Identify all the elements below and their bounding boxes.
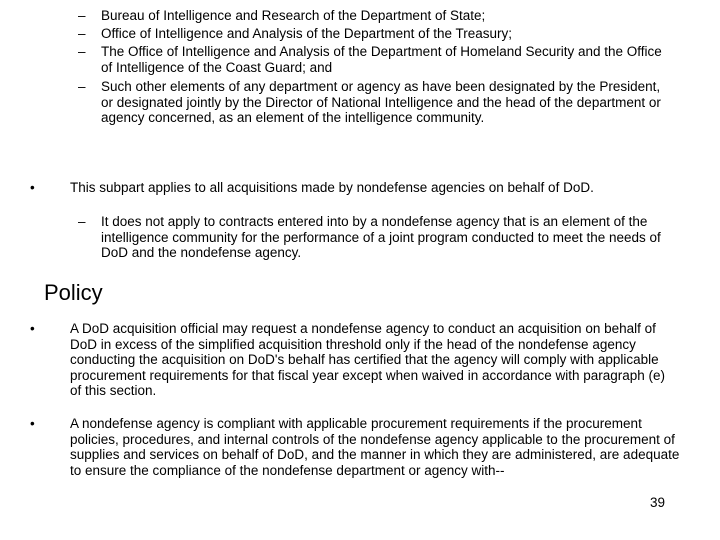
dash-marker: – bbox=[78, 214, 86, 229]
bullet-text: A nondefense agency is compliant with applicable procurement requirements if the procurement policies, procedures, and internal controls of the nondefense agency applicable to the procurement of supplies and services on behalf of DoD, and the manner in which they are administered, are adequate to ensure the compliance of the nondefense department or agency with-- bbox=[70, 416, 680, 478]
bullet-text: This subpart applies to all acquisitions made by nondefense agencies on behalf of DoD. bbox=[70, 180, 594, 195]
page-number: 39 bbox=[650, 495, 666, 510]
bullet-text: A DoD acquisition official may request a nondefense agency to conduct an acquisition on behalf of DoD in excess of the simplified acquisition threshold only if the head of the nondefense agency conducting the acquisition on DoD's behalf has certified that the agency will comply with applicable procurement requirements for that fiscal year except when waived in accordance with paragraph (e) of this section. bbox=[70, 321, 666, 398]
bullet-marker: • bbox=[30, 180, 35, 195]
dash-marker: – bbox=[78, 8, 86, 23]
bullet-marker: • bbox=[30, 416, 35, 431]
bullet-marker: • bbox=[30, 321, 35, 336]
dash-marker: – bbox=[78, 44, 86, 59]
sub-item-text: It does not apply to contracts entered into by a nondefense agency that is an element of the intelligence community for the performance of a joint program conducted to meet the needs of DoD and the nondefense agency. bbox=[101, 214, 661, 260]
dash-marker: – bbox=[78, 26, 86, 41]
sub-item-text: The Office of Intelligence and Analysis of the Department of Homeland Security and the Office of Intelligence of the Coast Guard; and bbox=[101, 44, 662, 75]
sub-item-text: Office of Intelligence and Analysis of the Department of the Treasury; bbox=[101, 26, 512, 41]
dash-marker: – bbox=[78, 79, 86, 94]
sub-item-text: Bureau of Intelligence and Research of the Department of State; bbox=[101, 8, 486, 23]
sub-item-text: Such other elements of any department or agency as have been designated by the President, or designated jointly by the Director of National Intelligence and the head of the department or agency concerned, as an element of the intelligence community. bbox=[101, 79, 661, 125]
section-heading: Policy bbox=[44, 280, 103, 305]
